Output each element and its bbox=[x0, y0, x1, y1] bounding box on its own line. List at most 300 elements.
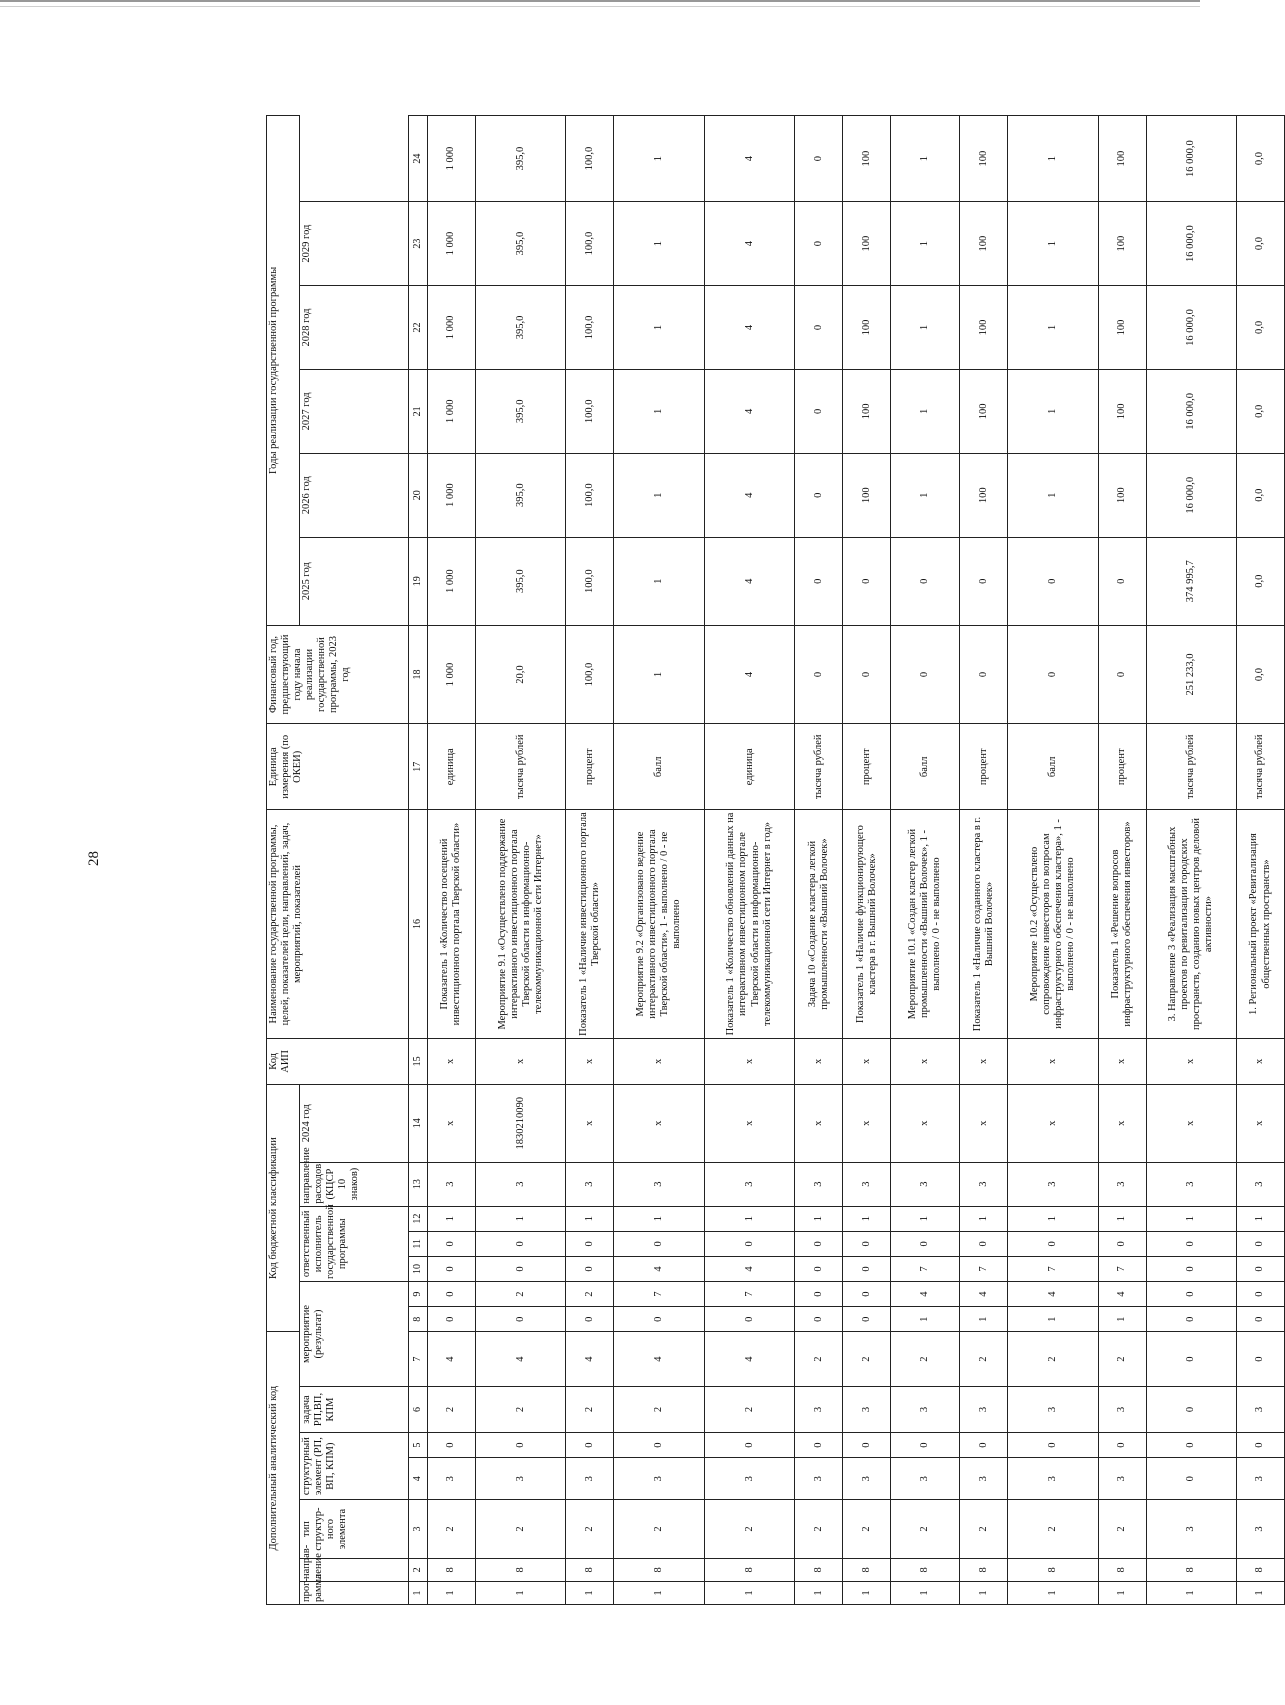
code-cell: 3 bbox=[1237, 1500, 1285, 1559]
kcsr-cell: 1830210090 bbox=[475, 1084, 566, 1162]
year-value: 100 bbox=[843, 116, 891, 202]
code-cell: 1 bbox=[1008, 1206, 1099, 1231]
header-kcsr: направление расходов (КЦСР 10 знаков) bbox=[300, 1162, 409, 1206]
unit-cell: процент bbox=[1098, 724, 1146, 810]
year-value: 0,0 bbox=[1237, 537, 1285, 625]
code-cell: 1 bbox=[566, 1206, 614, 1231]
year-value: 0,0 bbox=[1237, 369, 1285, 453]
code-cell: 0 bbox=[891, 1433, 960, 1458]
aip-cell: x bbox=[704, 1038, 795, 1084]
scan-edge-line bbox=[0, 0, 1200, 2]
col-index: 2 bbox=[409, 1558, 428, 1581]
col-index: 7 bbox=[409, 1332, 428, 1387]
year-value: 0 bbox=[1098, 537, 1146, 625]
code-cell: 4 bbox=[475, 1332, 566, 1387]
year-value: 0 bbox=[891, 537, 960, 625]
code-cell: 0 bbox=[614, 1231, 705, 1256]
unit-cell: балл bbox=[1008, 724, 1099, 810]
col-index: 10 bbox=[409, 1256, 428, 1281]
col-index: 8 bbox=[409, 1307, 428, 1332]
code-cell: 0 bbox=[704, 1231, 795, 1256]
year-value: 1 bbox=[1008, 453, 1099, 537]
year-value: 100 bbox=[1098, 286, 1146, 370]
base-year-value: 0 bbox=[1008, 625, 1099, 724]
code-cell: 0 bbox=[704, 1307, 795, 1332]
code-cell: 1 bbox=[475, 1206, 566, 1231]
code-cell: 3 bbox=[428, 1162, 476, 1206]
code-cell: 0 bbox=[475, 1307, 566, 1332]
code-cell: 1 bbox=[795, 1206, 843, 1231]
row-name: Показатель 1 «Решение вопросов инфраструктурного обеспечения инвесторов» bbox=[1098, 810, 1146, 1039]
code-cell: 0 bbox=[960, 1433, 1008, 1458]
code-cell: 3 bbox=[1146, 1162, 1237, 1206]
year-value: 1 bbox=[614, 369, 705, 453]
code-cell: 0 bbox=[843, 1433, 891, 1458]
code-cell: 4 bbox=[704, 1256, 795, 1281]
kcsr-cell: x bbox=[960, 1084, 1008, 1162]
unit-cell: процент bbox=[566, 724, 614, 810]
table-row bbox=[795, 116, 843, 1605]
base-year-value: 0 bbox=[960, 625, 1008, 724]
unit-cell: балл bbox=[891, 724, 960, 810]
code-cell: 8 bbox=[1098, 1558, 1146, 1581]
code-cell: 2 bbox=[843, 1332, 891, 1387]
code-cell: 2 bbox=[614, 1500, 705, 1559]
code-cell: 0 bbox=[428, 1231, 476, 1256]
code-cell: 3 bbox=[843, 1162, 891, 1206]
col-index: 19 bbox=[409, 537, 428, 625]
table-row bbox=[428, 116, 476, 1605]
year-value: 0 bbox=[795, 286, 843, 370]
code-cell: 4 bbox=[960, 1282, 1008, 1307]
code-cell: 1 bbox=[960, 1206, 1008, 1231]
code-cell: 2 bbox=[891, 1500, 960, 1559]
header-measure: мероприятие (результат) bbox=[300, 1282, 409, 1387]
base-year-value: 4 bbox=[704, 625, 795, 724]
col-index: 13 bbox=[409, 1162, 428, 1206]
code-cell: 1 bbox=[843, 1581, 891, 1604]
code-cell: 0 bbox=[475, 1231, 566, 1256]
year-value: 0 bbox=[843, 537, 891, 625]
code-cell: 0 bbox=[428, 1282, 476, 1307]
kcsr-cell: x bbox=[1146, 1084, 1237, 1162]
year-value: 0 bbox=[795, 116, 843, 202]
base-year-value: 1 000 bbox=[428, 625, 476, 724]
kcsr-cell: x bbox=[614, 1084, 705, 1162]
code-cell: 3 bbox=[795, 1162, 843, 1206]
base-year-value: 1 bbox=[614, 625, 705, 724]
code-cell: 3 bbox=[891, 1162, 960, 1206]
aip-cell: x bbox=[566, 1038, 614, 1084]
aip-cell: x bbox=[960, 1038, 1008, 1084]
code-cell: 0 bbox=[1098, 1433, 1146, 1458]
aip-cell: x bbox=[1098, 1038, 1146, 1084]
unit-cell: единица bbox=[428, 724, 476, 810]
header-year-2028: 2028 год bbox=[300, 286, 409, 370]
code-cell: 3 bbox=[1008, 1386, 1099, 1432]
code-cell: 1 bbox=[1098, 1581, 1146, 1604]
col-index: 17 bbox=[409, 724, 428, 810]
aip-cell: x bbox=[1008, 1038, 1099, 1084]
year-value: 0 bbox=[960, 537, 1008, 625]
base-year-value: 100,0 bbox=[566, 625, 614, 724]
header-struct: структурный элемент (РП, ВП, КПМ) bbox=[300, 1433, 409, 1500]
year-value: 374 995,7 bbox=[1146, 537, 1237, 625]
aip-cell: x bbox=[1146, 1038, 1237, 1084]
code-cell: 7 bbox=[891, 1256, 960, 1281]
header-type: тип структур-ного элемента bbox=[300, 1500, 409, 1559]
code-cell: 0 bbox=[843, 1231, 891, 1256]
code-cell: 1 bbox=[566, 1581, 614, 1604]
code-cell: 0 bbox=[843, 1307, 891, 1332]
code-cell: 0 bbox=[1237, 1282, 1285, 1307]
code-cell: 2 bbox=[614, 1386, 705, 1432]
code-cell: 3 bbox=[1008, 1162, 1099, 1206]
page-number: 28 bbox=[86, 851, 102, 866]
code-cell: 0 bbox=[475, 1256, 566, 1281]
header-unit: Единица измерения (по ОКЕИ) bbox=[267, 724, 409, 810]
code-cell: 0 bbox=[1237, 1332, 1285, 1387]
col-index: 20 bbox=[409, 453, 428, 537]
year-value: 1 bbox=[891, 453, 960, 537]
base-year-value: 251 233,0 bbox=[1146, 625, 1237, 724]
code-cell: 3 bbox=[428, 1458, 476, 1500]
col-index: 9 bbox=[409, 1282, 428, 1307]
code-cell: 2 bbox=[566, 1282, 614, 1307]
code-cell: 0 bbox=[1146, 1386, 1237, 1432]
table-row bbox=[1008, 116, 1099, 1605]
column-index-row bbox=[409, 116, 428, 1605]
table-row bbox=[704, 116, 795, 1605]
base-year-value: 20,0 bbox=[475, 625, 566, 724]
table-row bbox=[843, 116, 891, 1605]
code-cell: 3 bbox=[891, 1386, 960, 1432]
unit-cell: балл bbox=[614, 724, 705, 810]
year-value: 4 bbox=[704, 369, 795, 453]
row-name: Показатель 1 «Количество обновлений данных на интерактивном инвестиционном портале Тверской области в информационно-телекоммуникационной сети Интернет в год» bbox=[704, 810, 795, 1039]
row-name: 1. Региональный проект «Ревитализация общественных пространств» bbox=[1237, 810, 1285, 1039]
year-value: 0 bbox=[1008, 537, 1099, 625]
header-direction: направ-ление bbox=[300, 1558, 409, 1581]
unit-cell: тысяча рублей bbox=[1146, 724, 1237, 810]
program-table bbox=[266, 115, 1285, 1605]
col-index: 6 bbox=[409, 1386, 428, 1432]
header-budget-group: Код бюджетной классификации bbox=[267, 1084, 300, 1331]
code-cell: 2 bbox=[475, 1282, 566, 1307]
base-year-value: 0 bbox=[891, 625, 960, 724]
year-value: 1 000 bbox=[428, 286, 476, 370]
code-cell: 3 bbox=[891, 1458, 960, 1500]
unit-cell: тысяча рублей bbox=[795, 724, 843, 810]
code-cell: 3 bbox=[795, 1458, 843, 1500]
code-cell: 3 bbox=[704, 1458, 795, 1500]
kcsr-cell: x bbox=[1098, 1084, 1146, 1162]
code-cell: 2 bbox=[428, 1386, 476, 1432]
code-cell: 3 bbox=[475, 1458, 566, 1500]
base-year-value: 0,0 bbox=[1237, 625, 1285, 724]
header-exec: ответственный исполнитель государственной программы bbox=[300, 1206, 409, 1281]
header-analytic-group: Дополнительный аналитический код bbox=[267, 1332, 300, 1605]
code-cell: 3 bbox=[566, 1458, 614, 1500]
code-cell: 1 bbox=[428, 1581, 476, 1604]
code-cell: 3 bbox=[614, 1458, 705, 1500]
code-cell: 0 bbox=[428, 1256, 476, 1281]
year-value: 1 bbox=[614, 453, 705, 537]
code-cell: 0 bbox=[1146, 1433, 1237, 1458]
code-cell: 0 bbox=[1146, 1282, 1237, 1307]
year-value: 100 bbox=[843, 453, 891, 537]
code-cell: 4 bbox=[1098, 1282, 1146, 1307]
year-value: 4 bbox=[704, 202, 795, 286]
code-cell: 8 bbox=[428, 1558, 476, 1581]
table-row bbox=[1146, 116, 1237, 1605]
base-year-value: 0 bbox=[795, 625, 843, 724]
year-value: 4 bbox=[704, 537, 795, 625]
code-cell: 2 bbox=[1008, 1500, 1099, 1559]
year-value: 4 bbox=[704, 116, 795, 202]
year-value: 1 bbox=[614, 537, 705, 625]
base-year-value: 0 bbox=[1098, 625, 1146, 724]
year-value: 0 bbox=[795, 537, 843, 625]
header-years-group: Годы реализации государственной программы bbox=[267, 116, 300, 626]
row-name: Мероприятие 9.1 «Осуществлено поддержание интерактивного инвестиционного портала Тверской области в информационно-телекоммуникационной сети Интернет» bbox=[475, 810, 566, 1039]
kcsr-cell: x bbox=[1237, 1084, 1285, 1162]
year-value: 1 bbox=[891, 116, 960, 202]
code-cell: 1 bbox=[614, 1206, 705, 1231]
aip-cell: x bbox=[891, 1038, 960, 1084]
code-cell: 8 bbox=[795, 1558, 843, 1581]
year-value: 1 000 bbox=[428, 537, 476, 625]
year-value: 1 000 bbox=[428, 116, 476, 202]
year-value: 0 bbox=[795, 369, 843, 453]
kcsr-cell: x bbox=[1008, 1084, 1099, 1162]
code-cell: 1 bbox=[891, 1206, 960, 1231]
code-cell: 1 bbox=[1098, 1307, 1146, 1332]
row-name: Показатель 1 «Наличие созданного кластера в г. Вышний Волочек» bbox=[960, 810, 1008, 1039]
code-cell: 3 bbox=[566, 1162, 614, 1206]
year-value: 1 bbox=[614, 116, 705, 202]
code-cell: 2 bbox=[795, 1500, 843, 1559]
year-value: 1 bbox=[891, 286, 960, 370]
row-name: Показатель 1 «Количество посещений инвестиционного портала Тверской области» bbox=[428, 810, 476, 1039]
year-value: 100 bbox=[960, 202, 1008, 286]
table-row bbox=[614, 116, 705, 1605]
col-index: 23 bbox=[409, 202, 428, 286]
row-name: Мероприятие 9.2 «Организовано ведение интерактивного инвестиционного портала Тверской области», 1 - выполнено / 0 - не выполнено bbox=[614, 810, 705, 1039]
year-value: 1 bbox=[891, 369, 960, 453]
year-value: 0,0 bbox=[1237, 453, 1285, 537]
table-body bbox=[428, 116, 1285, 1605]
code-cell: 2 bbox=[475, 1500, 566, 1559]
code-cell: 2 bbox=[475, 1386, 566, 1432]
col-index: 24 bbox=[409, 116, 428, 202]
header-year-2029: 2029 год bbox=[300, 202, 409, 286]
year-value: 1 000 bbox=[428, 369, 476, 453]
code-cell: 4 bbox=[614, 1256, 705, 1281]
code-cell: 7 bbox=[960, 1256, 1008, 1281]
code-cell: 1 bbox=[1008, 1307, 1099, 1332]
code-cell: 3 bbox=[1098, 1162, 1146, 1206]
year-value: 1 bbox=[614, 202, 705, 286]
code-cell: 4 bbox=[566, 1332, 614, 1387]
code-cell: 8 bbox=[1237, 1558, 1285, 1581]
col-index: 18 bbox=[409, 625, 428, 724]
year-value: 100 bbox=[1098, 116, 1146, 202]
code-cell: 3 bbox=[1008, 1458, 1099, 1500]
code-cell: 4 bbox=[614, 1332, 705, 1387]
year-value: 100 bbox=[843, 286, 891, 370]
kcsr-cell: x bbox=[428, 1084, 476, 1162]
code-cell: 8 bbox=[1146, 1558, 1237, 1581]
code-cell: 2 bbox=[1098, 1332, 1146, 1387]
code-cell: 3 bbox=[475, 1162, 566, 1206]
code-cell: 0 bbox=[795, 1307, 843, 1332]
code-cell: 8 bbox=[960, 1558, 1008, 1581]
code-cell: 0 bbox=[614, 1433, 705, 1458]
year-value: 395,0 bbox=[475, 453, 566, 537]
year-value: 1 bbox=[614, 286, 705, 370]
code-cell: 7 bbox=[704, 1282, 795, 1307]
col-index: 22 bbox=[409, 286, 428, 370]
code-cell: 1 bbox=[704, 1206, 795, 1231]
year-value: 100 bbox=[843, 369, 891, 453]
code-cell: 0 bbox=[843, 1282, 891, 1307]
code-cell: 8 bbox=[704, 1558, 795, 1581]
kcsr-cell: x bbox=[795, 1084, 843, 1162]
year-value: 1 bbox=[891, 202, 960, 286]
code-cell: 2 bbox=[704, 1500, 795, 1559]
code-cell: 1 bbox=[428, 1206, 476, 1231]
row-name: Мероприятие 10.2 «Осуществлено сопровождение инвесторов по вопросам инфраструктурного обеспечения кластера», 1 - выполнено / 0 - не выполнено bbox=[1008, 810, 1099, 1039]
aip-cell: x bbox=[1237, 1038, 1285, 1084]
code-cell: 1 bbox=[795, 1581, 843, 1604]
code-cell: 0 bbox=[795, 1282, 843, 1307]
col-index: 21 bbox=[409, 369, 428, 453]
kcsr-cell: x bbox=[566, 1084, 614, 1162]
code-cell: 0 bbox=[1146, 1307, 1237, 1332]
year-value: 395,0 bbox=[475, 537, 566, 625]
code-cell: 3 bbox=[1098, 1458, 1146, 1500]
year-value: 395,0 bbox=[475, 286, 566, 370]
code-cell: 8 bbox=[1008, 1558, 1099, 1581]
code-cell: 4 bbox=[704, 1332, 795, 1387]
code-cell: 0 bbox=[795, 1256, 843, 1281]
code-cell: 1 bbox=[1146, 1581, 1237, 1604]
year-value: 100,0 bbox=[566, 202, 614, 286]
code-cell: 0 bbox=[1237, 1231, 1285, 1256]
code-cell: 3 bbox=[795, 1386, 843, 1432]
code-cell: 3 bbox=[1237, 1458, 1285, 1500]
code-cell: 1 bbox=[475, 1581, 566, 1604]
code-cell: 0 bbox=[566, 1231, 614, 1256]
row-name: Задача 10 «Создание кластера легкой промышленности «Вышний Волочек» bbox=[795, 810, 843, 1039]
code-cell: 2 bbox=[1098, 1500, 1146, 1559]
code-cell: 0 bbox=[795, 1433, 843, 1458]
code-cell: 2 bbox=[960, 1500, 1008, 1559]
code-cell: 0 bbox=[1146, 1332, 1237, 1387]
code-cell: 7 bbox=[1098, 1256, 1146, 1281]
code-cell: 4 bbox=[891, 1282, 960, 1307]
code-cell: 0 bbox=[960, 1231, 1008, 1256]
kcsr-cell: x bbox=[891, 1084, 960, 1162]
header-year-2025: 2025 год bbox=[300, 537, 409, 625]
row-name: Мероприятие 10.1 «Создан кластер легкой промышленности «Вышний Волочек», 1 - выполнено / 0 - не выполнено bbox=[891, 810, 960, 1039]
code-cell: 0 bbox=[704, 1433, 795, 1458]
aip-cell: x bbox=[428, 1038, 476, 1084]
row-name: 3. Направление 3 «Реализация масштабных проектов по ревитализации городских пространств, созданию новых центров деловой активности» bbox=[1146, 810, 1237, 1039]
code-cell: 0 bbox=[843, 1256, 891, 1281]
code-cell: 2 bbox=[795, 1332, 843, 1387]
unit-cell: тысяча рублей bbox=[475, 724, 566, 810]
code-cell: 0 bbox=[1008, 1433, 1099, 1458]
table-row bbox=[566, 116, 614, 1605]
year-value: 395,0 bbox=[475, 202, 566, 286]
header-task: задача РП,ВП, КПМ bbox=[300, 1386, 409, 1432]
code-cell: 2 bbox=[566, 1500, 614, 1559]
header-name: Наименование государственной программы, целей, показателей цели, направлений, задач, мероприятий, показателей bbox=[267, 810, 409, 1039]
unit-cell: единица bbox=[704, 724, 795, 810]
code-cell: 2 bbox=[1008, 1332, 1099, 1387]
year-value: 100 bbox=[960, 369, 1008, 453]
col-index: 1 bbox=[409, 1581, 428, 1604]
code-cell: 1 bbox=[1146, 1206, 1237, 1231]
code-cell: 8 bbox=[891, 1558, 960, 1581]
code-cell: 0 bbox=[566, 1307, 614, 1332]
table-row bbox=[1237, 116, 1285, 1605]
header-program: прог-рамма bbox=[300, 1581, 409, 1604]
code-cell: 1 bbox=[960, 1581, 1008, 1604]
code-cell: 3 bbox=[614, 1162, 705, 1206]
year-value: 100 bbox=[1098, 369, 1146, 453]
kcsr-cell: x bbox=[843, 1084, 891, 1162]
code-cell: 2 bbox=[843, 1500, 891, 1559]
year-value: 16 000,0 bbox=[1146, 202, 1237, 286]
year-value: 1 bbox=[1008, 369, 1099, 453]
header-fin-year: Финансовый год, предшествующий году начала реализации государственной программы, 2023 год bbox=[267, 625, 409, 724]
year-value: 100,0 bbox=[566, 537, 614, 625]
code-cell: 2 bbox=[428, 1500, 476, 1559]
code-cell: 3 bbox=[704, 1162, 795, 1206]
year-value: 1 000 bbox=[428, 202, 476, 286]
rotated-page-content bbox=[266, 115, 1272, 1605]
year-value: 16 000,0 bbox=[1146, 369, 1237, 453]
year-value: 4 bbox=[704, 286, 795, 370]
code-cell: 0 bbox=[1098, 1231, 1146, 1256]
header-aip: Код АИП bbox=[267, 1038, 409, 1084]
kcsr-cell: x bbox=[704, 1084, 795, 1162]
year-value: 16 000,0 bbox=[1146, 453, 1237, 537]
col-index: 5 bbox=[409, 1433, 428, 1458]
code-cell: 3 bbox=[1237, 1162, 1285, 1206]
aip-cell: x bbox=[843, 1038, 891, 1084]
unit-cell: тысяча рублей bbox=[1237, 724, 1285, 810]
year-value: 100 bbox=[960, 453, 1008, 537]
col-index: 14 bbox=[409, 1084, 428, 1162]
code-cell: 4 bbox=[1008, 1282, 1099, 1307]
year-value: 0,0 bbox=[1237, 286, 1285, 370]
code-cell: 7 bbox=[614, 1282, 705, 1307]
row-name: Показатель 1 «Наличие инвестиционного портала Тверской области» bbox=[566, 810, 614, 1039]
year-value: 100,0 bbox=[566, 369, 614, 453]
aip-cell: x bbox=[614, 1038, 705, 1084]
table-header bbox=[267, 116, 428, 1605]
year-value: 0,0 bbox=[1237, 202, 1285, 286]
code-cell: 3 bbox=[960, 1386, 1008, 1432]
code-cell: 2 bbox=[566, 1386, 614, 1432]
year-value: 100 bbox=[960, 286, 1008, 370]
code-cell: 0 bbox=[566, 1433, 614, 1458]
table-row bbox=[960, 116, 1008, 1605]
